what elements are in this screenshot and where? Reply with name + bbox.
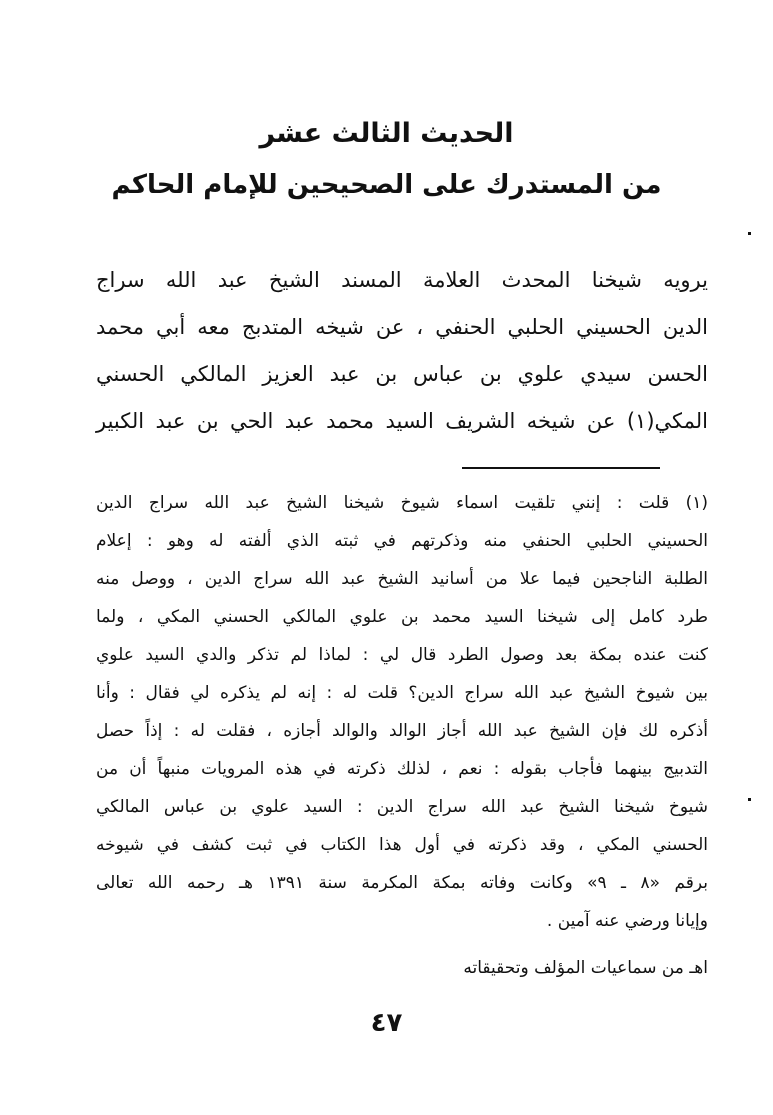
footnote-line: الطلبة الناجحين فيما علا من أسانيد الشيخ عبد الله سراج الدين ، ووصل منه xyxy=(96,569,708,589)
scan-speck xyxy=(748,798,751,801)
footnote-separator xyxy=(462,467,660,469)
scan-speck xyxy=(748,232,751,235)
main-line: يرويه شيخنا المحدث العلامة المسند الشيخ عبد الله سراج xyxy=(96,268,708,292)
footnote-line: طرد كامل إلى شيخنا السيد محمد بن علوي المالكي الحسني المكي ، ولما xyxy=(96,607,708,627)
footnote-line: بين شيوخ الشيخ عبد الله سراج الدين؟ قلت له : إنه لم يذكره لي فقال : وأنا xyxy=(96,683,708,703)
source-note: اهـ من سماعيات المؤلف وتحقيقاته xyxy=(463,958,708,978)
page-number: ٤٧ xyxy=(370,1008,403,1038)
hadith-subtitle: من المستدرك على الصحيحين للإمام الحاكم xyxy=(111,170,662,200)
footnote-line: الحسني المكي ، وقد ذكرته في أول هذا الكتاب في ثبت كشف في شيوخه xyxy=(96,835,708,855)
main-line: الحسن سيدي علوي بن عباس بن عبد العزيز المالكي الحسني xyxy=(96,362,708,386)
hadith-title: الحديث الثالث عشر xyxy=(259,118,514,149)
footnote-line: (١) قلت : إنني تلقيت اسماء شيوخ شيخنا الشيخ عبد الله سراج الدين xyxy=(96,493,708,513)
main-line: الدين الحسيني الحلبي الحنفي ، عن شيخه المتدبج معه أبي محمد xyxy=(96,315,708,339)
footnote-line: كنت عنده بمكة بعد وصول الطرد قال لي : لماذا لم تذكر والدي السيد علوي xyxy=(96,645,708,665)
footnote-line: أذكره لك فإن الشيخ عبد الله أجاز الوالد والوالد أجازه ، فقلت له : إذاً حصل xyxy=(96,721,708,741)
footnote-line: برقم «٨ ـ ٩» وكانت وفاته بمكة المكرمة سنة ١٣٩١ هـ رحمه الله تعالى xyxy=(96,873,708,893)
footnote-line: وإيانا ورضي عنه آمين . xyxy=(546,911,708,931)
footnote-line: شيوخ شيخنا الشيخ عبد الله سراج الدين : السيد علوي بن عباس المالكي xyxy=(96,797,708,817)
main-line: المكي(١) عن شيخه الشريف السيد محمد عبد الحي بن عبد الكبير xyxy=(96,409,708,433)
footnote-line: التدبيج بينهما فأجاب بقوله : نعم ، لذلك ذكرته في هذه المرويات منبهاً أن من xyxy=(96,759,708,779)
footnote-line: الحسيني الحلبي الحنفي منه وذكرتهم في ثبته الذي ألفته له وهو : إعلام xyxy=(96,531,708,551)
